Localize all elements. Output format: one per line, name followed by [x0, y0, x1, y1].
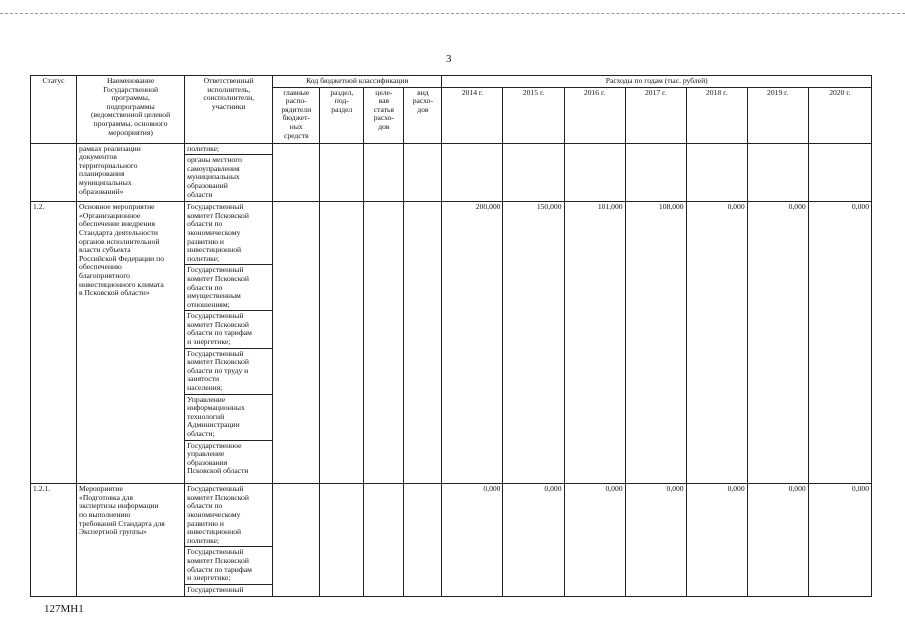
value-2017: 0,000: [625, 484, 686, 597]
code-cell: [404, 484, 442, 597]
header-code-expense-type: вид расхо- дов: [404, 87, 442, 143]
header-code-main-admin: главные распо- рядители бюджет- ных средств: [273, 87, 320, 143]
code-cell: [320, 484, 364, 597]
row-name: Мероприятие «Подготовка для экспертизы информации по выполнению требований Стандарта для Экспертной группы»: [77, 484, 185, 597]
row-responsible: [185, 143, 273, 202]
code-cell: [320, 202, 364, 484]
row-name: Основное мероприятие «Организационное обеспечение внедрения Стандарта деятельности органов исполнительной власти субъекта Российской Федерации по обеспечению благоприятного инвестиционного климата в Псковской области»: [77, 202, 185, 484]
row-status: 1.2.: [31, 202, 77, 484]
header-year-2015: 2015 г.: [503, 87, 564, 143]
header-budget-code-group: Код бюджетной классификации: [273, 76, 442, 88]
header-name: Наименование Государственной программы, подпрограммы (ведомственной целевой программы, основного мероприятия): [77, 76, 185, 144]
responsible-entry: Государственный комитет Псковской области по труду и занятости населения;: [185, 348, 272, 394]
responsible-entry: Государственный: [185, 584, 272, 596]
header-year-2019: 2019 г.: [747, 87, 808, 143]
table-row: [31, 202, 872, 484]
row-responsible: [185, 484, 273, 597]
header-code-target-item: целе- вая статья расхо- дов: [364, 87, 404, 143]
value-2017: [625, 143, 686, 202]
value-2015: 150,000: [503, 202, 564, 484]
value-2017: 108,000: [625, 202, 686, 484]
responsible-entry: Государственный комитет Псковской области по имущественным отношениям;: [185, 264, 272, 310]
value-2016: [564, 143, 625, 202]
code-cell: [364, 202, 404, 484]
table-row: [31, 484, 872, 597]
value-2018: 0,000: [686, 484, 747, 597]
code-cell: [320, 143, 364, 202]
value-2020: 0,000: [808, 484, 871, 597]
value-2016: 101,000: [564, 202, 625, 484]
row-status: 1.2.1.: [31, 484, 77, 597]
value-2018: 0,000: [686, 202, 747, 484]
code-cell: [404, 143, 442, 202]
code-cell: [273, 143, 320, 202]
code-cell: [364, 484, 404, 597]
code-cell: [404, 202, 442, 484]
code-cell: [273, 202, 320, 484]
value-2020: 0,000: [808, 202, 871, 484]
header-year-2014: 2014 г.: [442, 87, 503, 143]
value-2020: [808, 143, 871, 202]
header-year-2018: 2018 г.: [686, 87, 747, 143]
scan-border-line: [0, 13, 905, 14]
row-status: [31, 143, 77, 202]
responsible-entry: Управление информационных технологий Администрации области;: [185, 394, 272, 440]
value-2014: 0,000: [442, 484, 503, 597]
table-row: [31, 143, 872, 202]
code-cell: [273, 484, 320, 597]
value-2019: 0,000: [747, 202, 808, 484]
responsible-entry: Государственный комитет Псковской области по тарифам и энергетике;: [185, 546, 272, 583]
header-code-section: раздел, под- раздел: [320, 87, 364, 143]
value-2018: [686, 143, 747, 202]
page-number: 3: [446, 53, 452, 65]
header-year-2020: 2020 г.: [808, 87, 871, 143]
value-2015: 0,000: [503, 484, 564, 597]
value-2019: 0,000: [747, 484, 808, 597]
value-2015: [503, 143, 564, 202]
responsible-entry: Государственный комитет Псковской области по тарифам и энергетике;: [185, 310, 272, 347]
value-2014: 200,000: [442, 202, 503, 484]
budget-table: [30, 75, 872, 597]
header-status: Статус: [31, 76, 77, 144]
header-responsible: Ответственный исполнитель, соисполнители, участники: [185, 76, 273, 144]
code-cell: [364, 143, 404, 202]
row-responsible: [185, 202, 273, 484]
header-year-2017: 2017 г.: [625, 87, 686, 143]
document-code: 127МН1: [44, 603, 84, 615]
value-2019: [747, 143, 808, 202]
responsible-entry: Государственный комитет Псковской области по экономическому развитию и инвестиционной политике;: [187, 202, 249, 263]
row-name: рамках реализации документов территориального планирования муниципальных образований»: [77, 143, 185, 202]
responsible-entry: Государственный комитет Псковской области по экономическому развитию и инвестиционной политике;: [187, 484, 249, 545]
header-expenses-group: Расходы по годам (тыс. рублей): [442, 76, 872, 88]
header-year-2016: 2016 г.: [564, 87, 625, 143]
responsible-entry: политике;: [187, 143, 220, 153]
responsible-entry: органы местного самоуправления муниципальных образований области: [185, 154, 272, 200]
value-2014: [442, 143, 503, 202]
responsible-entry: Государственное управление образования Псковской области: [185, 440, 272, 477]
value-2016: 0,000: [564, 484, 625, 597]
